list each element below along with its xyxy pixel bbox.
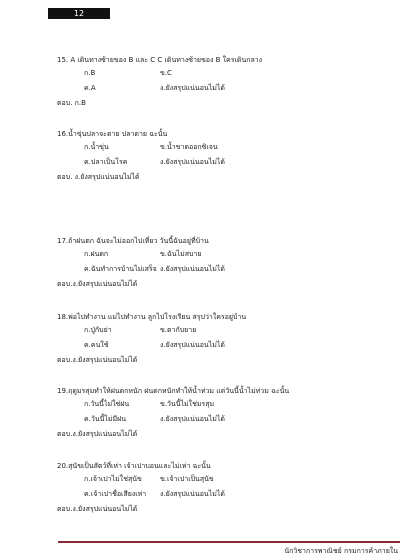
question-18: [57, 313, 377, 365]
option-row: [57, 139, 377, 154]
footer-text: นักวิชาการพาณิชย์ กรมการค้าภายใน: [284, 547, 398, 555]
question-stem: 17.ถ้าฝนตก ฉันจะไม่ออกไปเที่ยว วันนี้ฉันอยู่ที่บ้าน: [57, 237, 209, 245]
option-row: [57, 486, 377, 501]
answer-line: ตอบ. ง.ยังสรุปแน่นอนไม่ได้: [57, 173, 140, 181]
option-b: ข.น้ำขาดออกซิเจน: [160, 143, 218, 151]
question-19: [57, 387, 377, 439]
option-row: [57, 65, 377, 80]
option-b: ข.ฉันไม่สบาย: [160, 250, 202, 258]
answer-line: ตอบ.ง.ยังสรุปแน่นอนไม่ได้: [57, 356, 138, 364]
option-c: ค.ฉันทำการบ้านไม่เสร็จ: [84, 265, 157, 273]
option-row: [57, 471, 377, 486]
option-d: ง.ยังสรุปแน่นอนไม่ได้: [160, 265, 225, 273]
answer-line: ตอบ.ง.ยังสรุปแน่นอนไม่ได้: [57, 280, 138, 288]
option-row: [57, 411, 377, 426]
option-c: ค.เจ้าเปาชื่อเสียงเห่า: [84, 490, 147, 498]
option-b: ข.C: [160, 69, 172, 77]
question-stem: 16.น้ำขุ่นปลาจะตาย ปลาตาย ฉะนั้น: [57, 130, 168, 138]
footer-divider: [58, 541, 400, 543]
option-c: ค.คนใช้: [84, 341, 109, 349]
option-a: ก.B: [84, 69, 96, 77]
option-b: ข.เจ้าเปาเป็นสุนัข: [160, 475, 214, 483]
answer-line: ตอบ.ง.ยังสรุปแน่นอนไม่ได้: [57, 430, 138, 438]
question-20: [57, 462, 377, 514]
option-row: [57, 154, 377, 169]
page-number-tab: 12: [48, 8, 110, 19]
question-stem: 15. A เดินทางซ้ายของ B และ C C เดินทางซ้ายของ B ใครเดินกลาง: [57, 56, 263, 64]
option-b: ข.ตากับยาย: [160, 326, 197, 334]
option-row: [57, 261, 377, 276]
option-a: ก.วันนี้ไม่ใช่ฝน: [84, 400, 130, 408]
option-row: [57, 246, 377, 261]
question-16: [57, 130, 377, 182]
question-stem: 20.สุนัขเป็นสัตว์ที่เห่า เจ้าเปาบอนและไม่เห่า ฉะนั้น: [57, 462, 211, 470]
option-c: ค.A: [84, 84, 96, 92]
option-c: ค.วันนี้ไม่มีฝน: [84, 415, 127, 423]
option-row: [57, 337, 377, 352]
answer-line: ตอบ. ก.B: [57, 99, 86, 107]
option-b: ข.วันนี้ไม่ใช่มรสุม: [160, 400, 215, 408]
option-row: [57, 322, 377, 337]
option-d: ง.ยังสรุปแน่นอนไม่ได้: [160, 415, 225, 423]
question-15: [57, 56, 377, 108]
option-a: ก.ฝนตก: [84, 250, 109, 258]
option-row: [57, 396, 377, 411]
option-a: ก.เจ้าเปาไม่ใช่สุนัข: [84, 475, 142, 483]
option-row: [57, 80, 377, 95]
option-d: ง.ยังสรุปแน่นอนไม่ได้: [160, 341, 225, 349]
question-17: [57, 237, 377, 289]
answer-line: ตอบ.ง.ยังสรุปแน่นอนไม่ได้: [57, 505, 138, 513]
option-d: ง.ยังสรุปแน่นอนไม่ได้: [160, 490, 225, 498]
question-stem: 19.ฤดูมรสุมทำให้ฝนตกหนัก ฝนตกหนักทำให้น้ำท่วม แต่วันนี้น้ำไม่ท่วม ฉะนั้น: [57, 387, 290, 395]
option-d: ง.ยังสรุปแน่นอนไม่ได้: [160, 158, 225, 166]
question-stem: 18.พ่อไปทำงาน แม่ไปทำงาน ลูกไปโรงเรียน สรุปว่าใครอยู่บ้าน: [57, 313, 247, 321]
option-a: ก.ปู่กับย่า: [84, 326, 112, 334]
option-a: ก.น้ำขุ่น: [84, 143, 109, 151]
option-d: ง.ยังสรุปแน่นอนไม่ได้: [160, 84, 225, 92]
option-c: ค.ปลาเป็นโรค: [84, 158, 128, 166]
